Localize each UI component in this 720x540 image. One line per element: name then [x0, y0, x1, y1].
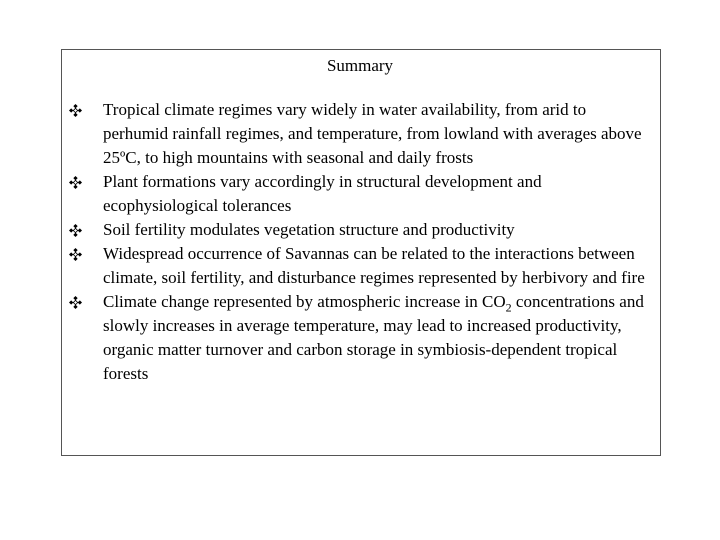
bullet-text: Soil fertility modulates vegetation structure and productivity: [103, 220, 515, 239]
diamond-quad-bullet-icon: [68, 170, 82, 194]
list-item: [68, 290, 658, 386]
co2-subscript: 2: [505, 300, 512, 315]
summary-title: Summary: [326, 56, 394, 75]
bullet-list: [68, 98, 658, 386]
bullet-text: Tropical climate regimes vary widely in water availability, from arid to perhumid rainfall regimes, and temperature, from lowland with averages above 25ºC, to high mountains with seasonal and daily frosts: [103, 100, 642, 167]
diamond-quad-bullet-icon: [68, 290, 82, 314]
bullet-text-part: Climate change represented by atmospheric increase in CO: [103, 292, 506, 311]
list-item: [68, 242, 658, 290]
bullet-text: Plant formations vary accordingly in structural development and ecophysiological tolerances: [103, 172, 542, 215]
bullet-text-part: concentrations and slowly increases in average temperature, may lead to increased productivity, organic matter turnover and carbon storage in symbiosis-dependent tropical forests: [103, 292, 644, 383]
list-item: [68, 218, 658, 242]
diamond-quad-bullet-icon: [68, 98, 82, 122]
list-item: [68, 170, 658, 218]
bullet-text: Widespread occurrence of Savannas can be related to the interactions between climate, soil fertility, and disturbance regimes represented by herbivory and fire: [103, 244, 645, 287]
list-item: [68, 98, 658, 170]
diamond-quad-bullet-icon: [68, 218, 82, 242]
bullet-text: [103, 290, 648, 386]
diamond-quad-bullet-icon: [68, 242, 82, 266]
